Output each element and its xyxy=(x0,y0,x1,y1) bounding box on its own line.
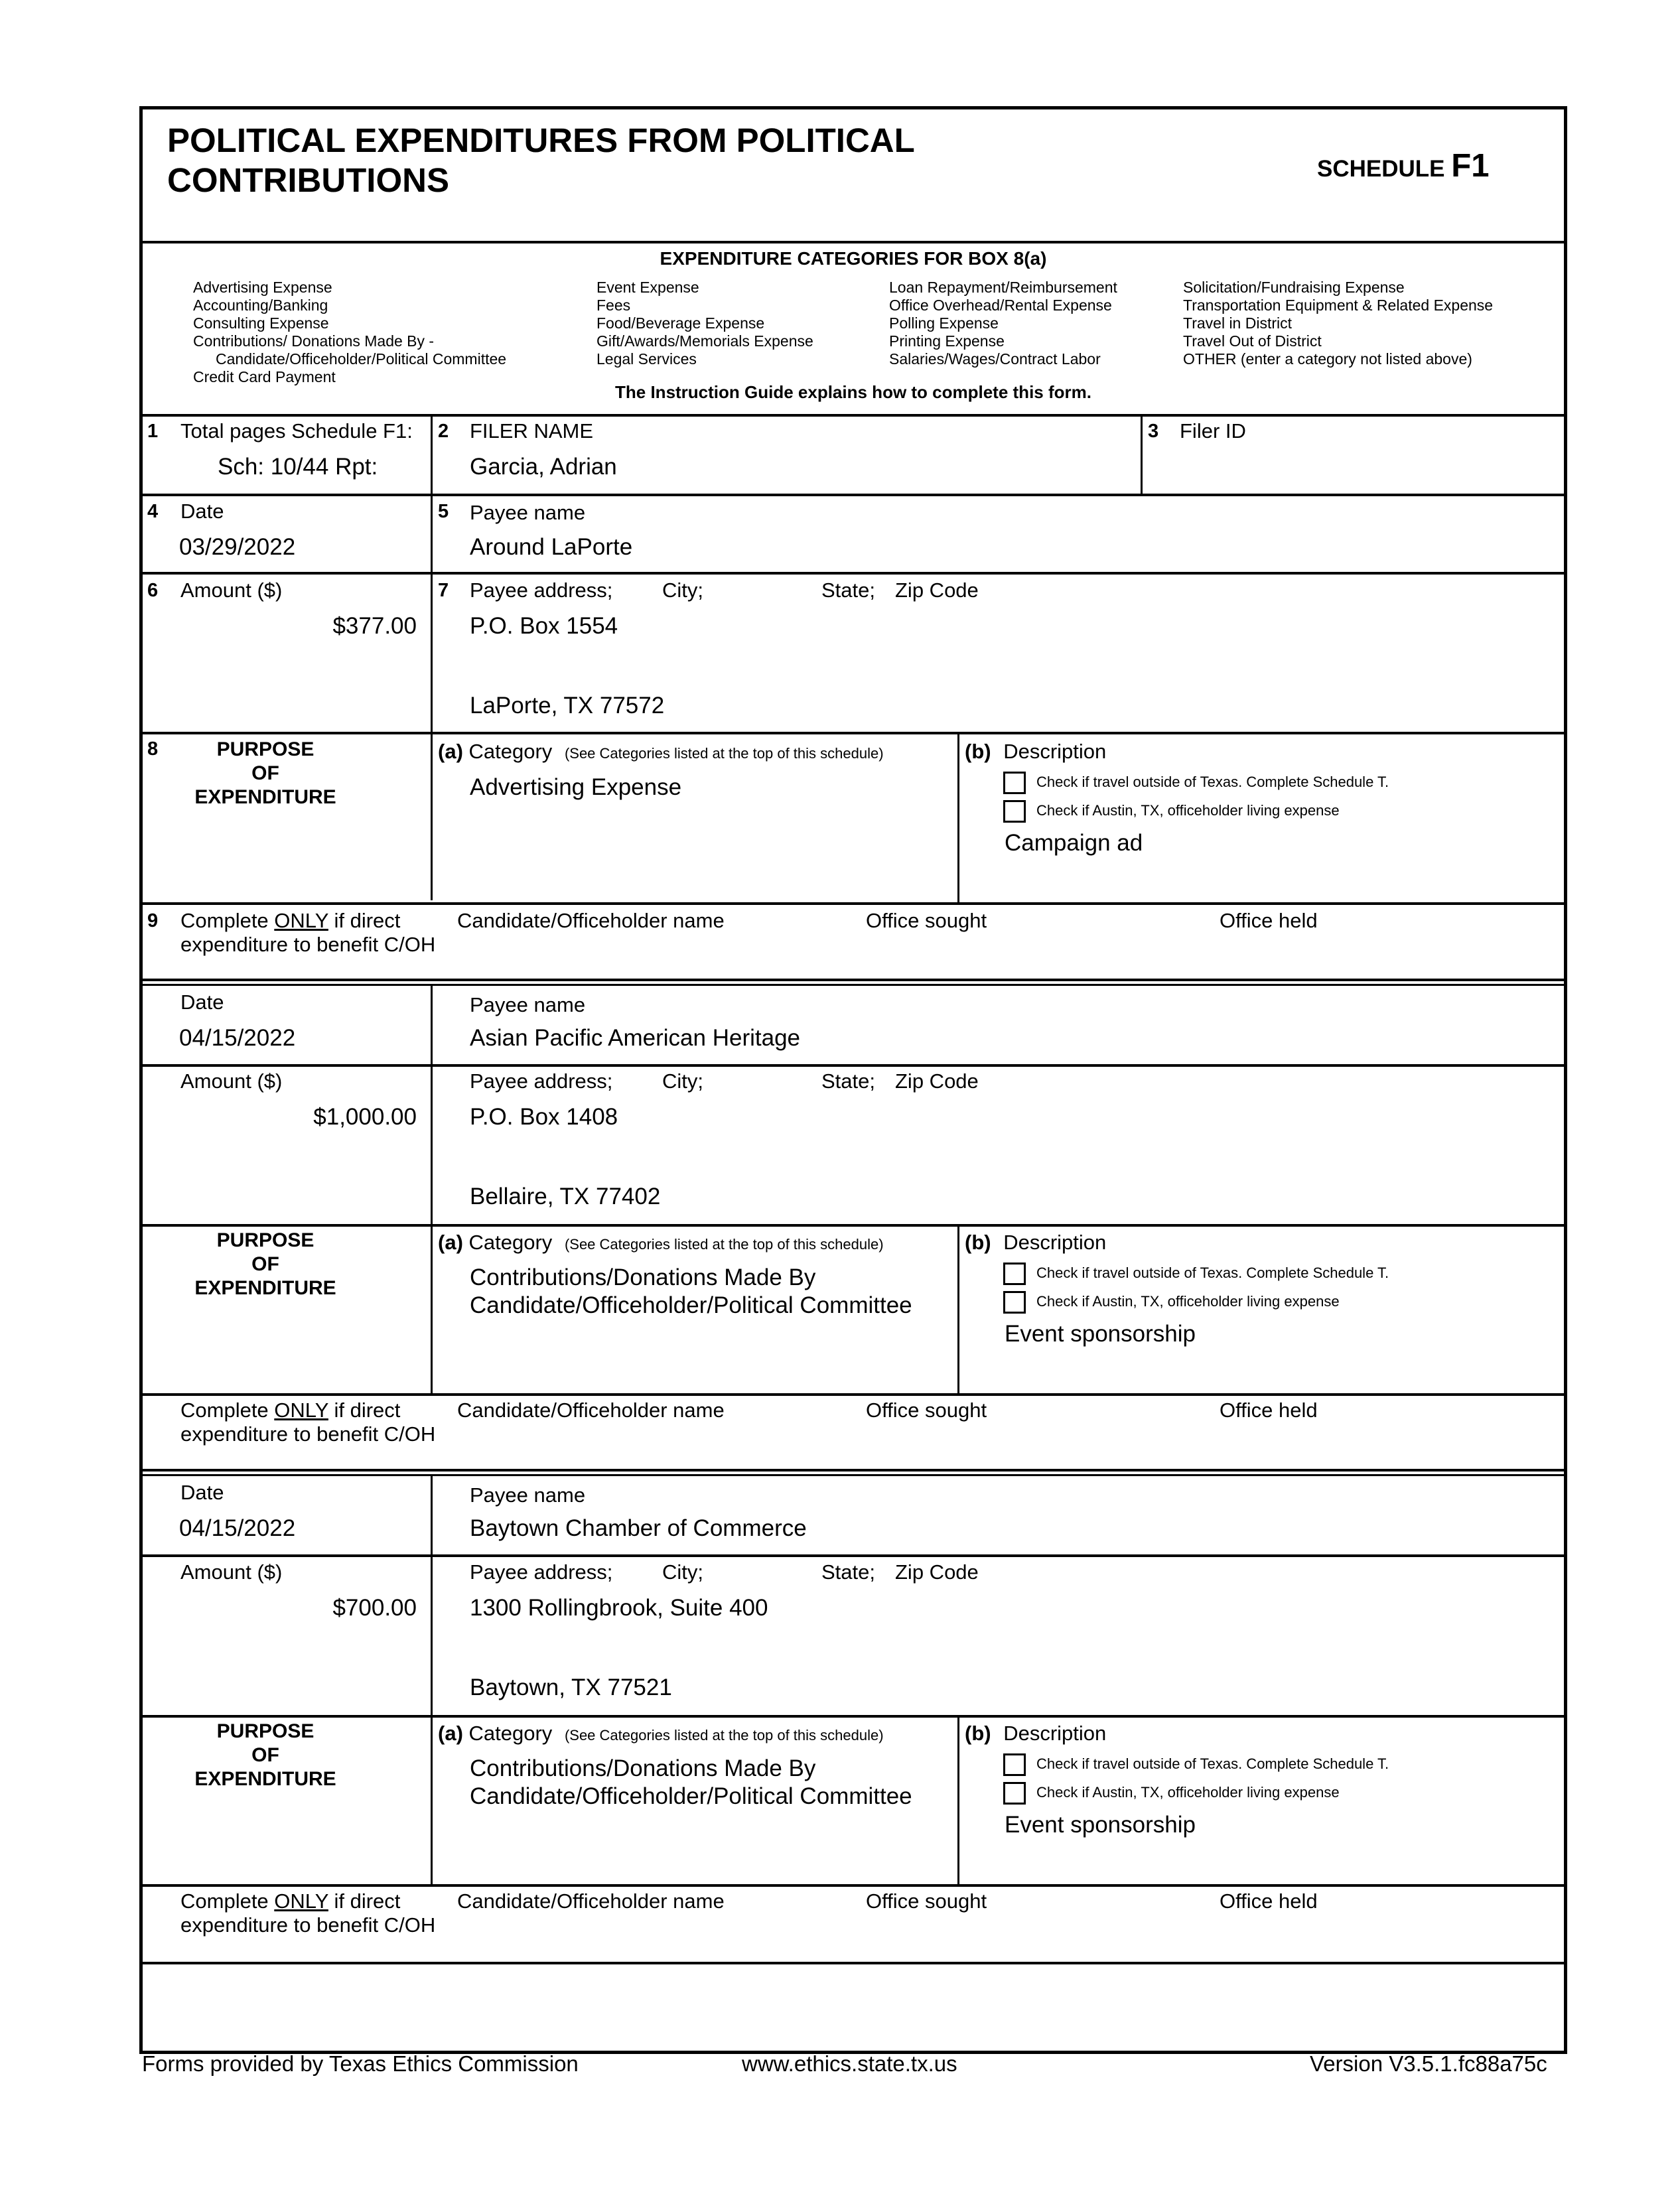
entry-3-date: 04/15/2022 xyxy=(179,1515,296,1541)
entry-3-category: Contributions/Donations Made By Candidate/Officeholder/Political Committee xyxy=(470,1755,912,1809)
description-label: (b) Description xyxy=(965,1231,1107,1254)
office-held-label: Office held xyxy=(1220,909,1318,932)
austin-living-expense-checkbox[interactable] xyxy=(1003,1291,1026,1314)
filer-name-value: Garcia, Adrian xyxy=(470,454,617,480)
footer-website-link[interactable]: www.ethics.state.tx.us xyxy=(742,2051,957,2076)
entry-2-address-line1: P.O. Box 1408 xyxy=(470,1104,618,1130)
category-column-1: Advertising Expense Accounting/Banking Consulting Expense Contributions/ Donations Made By - Candidate/Officeholder/Political Committee Credit Card Payment xyxy=(193,279,507,385)
city-label: City; xyxy=(662,1560,703,1584)
payee-name-label: Payee name xyxy=(470,993,586,1016)
schedule-label: SCHEDULE F1 xyxy=(1317,148,1490,184)
category-label: (a) Category (See Categories listed at the top of this schedule) xyxy=(438,1231,884,1254)
entry-2-amount: $1,000.00 xyxy=(313,1104,417,1130)
coh-name-label: Candidate/Officeholder name xyxy=(457,909,725,932)
total-pages-value: Sch: 10/44 Rpt: xyxy=(218,454,378,480)
field-number-5: 5 xyxy=(438,501,449,522)
entry-2-address-line2: Bellaire, TX 77402 xyxy=(470,1184,661,1209)
austin-checkbox-label: Check if Austin, TX, officeholder living expense xyxy=(1036,1293,1340,1310)
entry-2-date: 04/15/2022 xyxy=(179,1025,296,1051)
entry-2-description: Event sponsorship xyxy=(1005,1321,1196,1347)
travel-checkbox-label: Check if travel outside of Texas. Complete Schedule T. xyxy=(1036,1265,1389,1281)
entry-1-category: Advertising Expense xyxy=(470,774,682,800)
coh-name-label: Candidate/Officeholder name xyxy=(457,1399,725,1422)
coh-name-label: Candidate/Officeholder name xyxy=(457,1889,725,1913)
austin-living-expense-checkbox[interactable] xyxy=(1003,1782,1026,1805)
city-label: City; xyxy=(662,1069,703,1093)
amount-label: Amount ($) xyxy=(180,1560,283,1584)
field-number-9: 9 xyxy=(147,910,159,931)
entry-3-address-line2: Baytown, TX 77521 xyxy=(470,1675,672,1700)
field-number-7: 7 xyxy=(438,580,449,601)
total-pages-label: Total pages Schedule F1: xyxy=(180,419,413,443)
field-number-6: 6 xyxy=(147,580,159,601)
travel-outside-texas-checkbox[interactable] xyxy=(1003,1753,1026,1776)
categories-heading: EXPENDITURE CATEGORIES FOR BOX 8(a) xyxy=(660,248,1047,269)
field-number-8: 8 xyxy=(147,738,159,760)
form-title: POLITICAL EXPENDITURES FROM POLITICAL CONTRIBUTIONS xyxy=(167,121,915,199)
city-label: City; xyxy=(662,579,703,602)
office-sought-label: Office sought xyxy=(866,1889,987,1913)
purpose-label: PURPOSE OF EXPENDITURE xyxy=(194,1229,336,1299)
field-number-4: 4 xyxy=(147,501,159,522)
entry-1-date: 03/29/2022 xyxy=(179,534,296,560)
purpose-label: PURPOSE OF EXPENDITURE xyxy=(194,1720,336,1790)
office-sought-label: Office sought xyxy=(866,1399,987,1422)
category-label: (a) Category (See Categories listed at the top of this schedule) xyxy=(438,1722,884,1745)
field-number-3: 3 xyxy=(1148,421,1159,442)
travel-checkbox-label: Check if travel outside of Texas. Complete Schedule T. xyxy=(1036,1755,1389,1772)
category-label: (a) Category (See Categories listed at the top of this schedule) xyxy=(438,740,884,763)
zip-label: Zip Code xyxy=(895,1560,979,1584)
austin-checkbox-label: Check if Austin, TX, officeholder living expense xyxy=(1036,802,1340,819)
entry-1-amount: $377.00 xyxy=(332,613,417,639)
entry-1-address-line1: P.O. Box 1554 xyxy=(470,613,618,639)
travel-checkbox-label: Check if travel outside of Texas. Complete Schedule T. xyxy=(1036,774,1389,790)
entry-2-payee: Asian Pacific American Heritage xyxy=(470,1025,800,1051)
direct-expenditure-note: Complete ONLY if direct expenditure to benefit C/OH xyxy=(180,909,436,956)
entry-3-description: Event sponsorship xyxy=(1005,1812,1196,1838)
office-held-label: Office held xyxy=(1220,1889,1318,1913)
zip-label: Zip Code xyxy=(895,579,979,602)
payee-address-label: Payee address; xyxy=(470,579,613,602)
entry-3-address-line1: 1300 Rollingbrook, Suite 400 xyxy=(470,1595,768,1621)
filer-name-label: FILER NAME xyxy=(470,419,594,443)
instruction-note: The Instruction Guide explains how to complete this form. xyxy=(615,382,1091,402)
footer-version: Version V3.5.1.fc88a75c xyxy=(1310,2051,1547,2076)
entry-1-payee: Around LaPorte xyxy=(470,534,633,560)
field-number-1: 1 xyxy=(147,421,159,442)
austin-checkbox-label: Check if Austin, TX, officeholder living expense xyxy=(1036,1784,1340,1801)
payee-address-label: Payee address; xyxy=(470,1560,613,1584)
office-held-label: Office held xyxy=(1220,1399,1318,1422)
zip-label: Zip Code xyxy=(895,1069,979,1093)
entry-1-description: Campaign ad xyxy=(1005,830,1143,856)
date-label: Date xyxy=(180,991,224,1014)
state-label: State; xyxy=(821,1560,875,1584)
description-label: (b) Description xyxy=(965,1722,1107,1745)
entry-2-category: Contributions/Donations Made By Candidate/Officeholder/Political Committee xyxy=(470,1265,912,1318)
payee-name-label: Payee name xyxy=(470,501,586,524)
filer-id-label: Filer ID xyxy=(1180,419,1246,443)
travel-outside-texas-checkbox[interactable] xyxy=(1003,1263,1026,1285)
entry-3-amount: $700.00 xyxy=(332,1595,417,1621)
amount-label: Amount ($) xyxy=(180,579,283,602)
field-number-2: 2 xyxy=(438,421,449,442)
date-label: Date xyxy=(180,1481,224,1504)
payee-name-label: Payee name xyxy=(470,1483,586,1507)
footer-provider: Forms provided by Texas Ethics Commission xyxy=(142,2051,579,2076)
austin-living-expense-checkbox[interactable] xyxy=(1003,800,1026,823)
amount-label: Amount ($) xyxy=(180,1069,283,1093)
description-label: (b) Description xyxy=(965,740,1107,763)
direct-expenditure-note: Complete ONLY if direct expenditure to benefit C/OH xyxy=(180,1399,436,1446)
purpose-label: PURPOSE OF EXPENDITURE xyxy=(194,738,336,808)
category-column-4: Solicitation/Fundraising Expense Transportation Equipment & Related Expense Travel in District Travel Out of District OTHER (enter a category not listed above) xyxy=(1183,279,1494,368)
direct-expenditure-note: Complete ONLY if direct expenditure to benefit C/OH xyxy=(180,1889,436,1937)
state-label: State; xyxy=(821,1069,875,1093)
entry-1-address-line2: LaPorte, TX 77572 xyxy=(470,693,665,718)
category-column-2: Event Expense Fees Food/Beverage Expense Gift/Awards/Memorials Expense Legal Services xyxy=(596,279,813,368)
payee-address-label: Payee address; xyxy=(470,1069,613,1093)
state-label: State; xyxy=(821,579,875,602)
entry-3-payee: Baytown Chamber of Commerce xyxy=(470,1515,807,1541)
travel-outside-texas-checkbox[interactable] xyxy=(1003,772,1026,794)
office-sought-label: Office sought xyxy=(866,909,987,932)
date-label: Date xyxy=(180,500,224,523)
category-column-3: Loan Repayment/Reimbursement Office Overhead/Rental Expense Polling Expense Printing Expense Salaries/Wages/Contract Labor xyxy=(889,279,1117,368)
